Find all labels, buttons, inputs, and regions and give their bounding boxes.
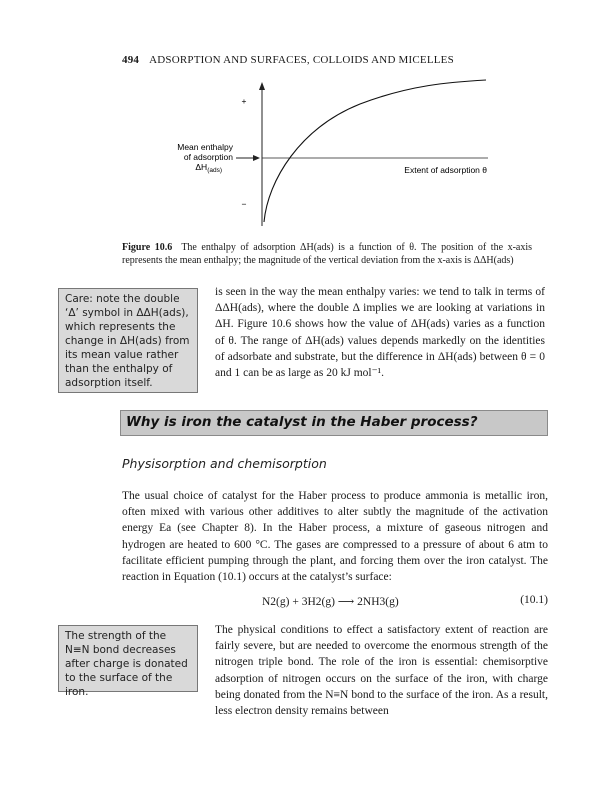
running-title: ADSORPTION AND SURFACES, COLLOIDS AND MICELLES [149,54,454,66]
y-axis-arrow [259,82,265,90]
section-title: Why is iron the catalyst in the Haber process? [126,414,478,430]
care-margin-note: Care: note the double ‘Δ’ symbol in ΔΔH(ads), which represents the change in ΔH(ads) from its mean value rather than the enthalpy of adsorption itself. [58,288,198,393]
enthalpy-figure [0,0,615,260]
x-axis-label: Extent of adsorption θ [404,165,487,175]
paragraph-3: The physical conditions to effect a satisfactory extent of reaction are fairly severe, but are needed to overcome the enormous strength of the nitrogen triple bond. The role of the iron is essential: chemisorptive adsorption of nitrogen occurs on the surface of the iron, with charge being donated from the N≡N bond to the surface of the iron. As a result, less electron density remains between [215,624,548,718]
y-label-symbol-line [195,162,222,174]
equation-10-1 [122,594,548,610]
enthalpy-curve [264,80,486,222]
minus-label: − [241,199,247,209]
figure-caption [122,241,532,267]
y-label-sub: (ads) [207,167,222,174]
plus-label: + [241,96,247,106]
subsection-title: Physisorption and chemisorption [122,456,327,471]
caption-text: The enthalpy of adsorption ΔH(ads) is a function of θ. The position of the x-axis represents the mean enthalpy; the magnitude of the vertical deviation from the x-axis is ΔΔH(ads) [122,242,533,266]
paragraph-2: The usual choice of catalyst for the Haber process to produce ammonia is metallic iron, often mixed with various other additives to alter subtly the magnitude of the activation energy Ea (see Chapter 8). In the Haber process, a mixture of gaseous nitrogen and hydrogen are heated to 600 °C. The gases are compressed to a pressure of about 6 atm to facilitate efficient pumping through the plant, and forcing them over the iron catalyst. The reaction in Equation (10.1) occurs at the catalyst’s surface: [122,490,548,584]
y-label-line2: of adsorption [183,152,233,162]
page-number: 494 [122,54,140,66]
nitrogen-margin-note: The strength of the N≡N bond decreases after charge is donated to the surface of the iron. [58,625,198,692]
equation-body: N2(g) + 3H2(g) ⟶ 2NH3(g) [262,596,399,608]
caption-label: Figure 10.6 [122,242,173,253]
pointer-arrowhead [253,155,260,161]
paragraph-1: is seen in the way the mean enthalpy varies: we tend to talk in terms of ΔΔH(ads), where the double Δ implies we are looking at variations in ΔH. Figure 10.6 shows how the value of ΔH(ads) varies as a function of θ. The range of ΔH(ads) values depends markedly on the identities of adsorbate and substrate, but the difference in ΔH(ads) between θ = 0 and 1 can be as large as 20 kJ mol⁻¹. [215,286,545,380]
y-label-line1: Mean enthalpy [177,142,233,152]
equation-number: (10.1) [520,594,548,606]
y-label-symbol: ΔH [195,162,208,172]
